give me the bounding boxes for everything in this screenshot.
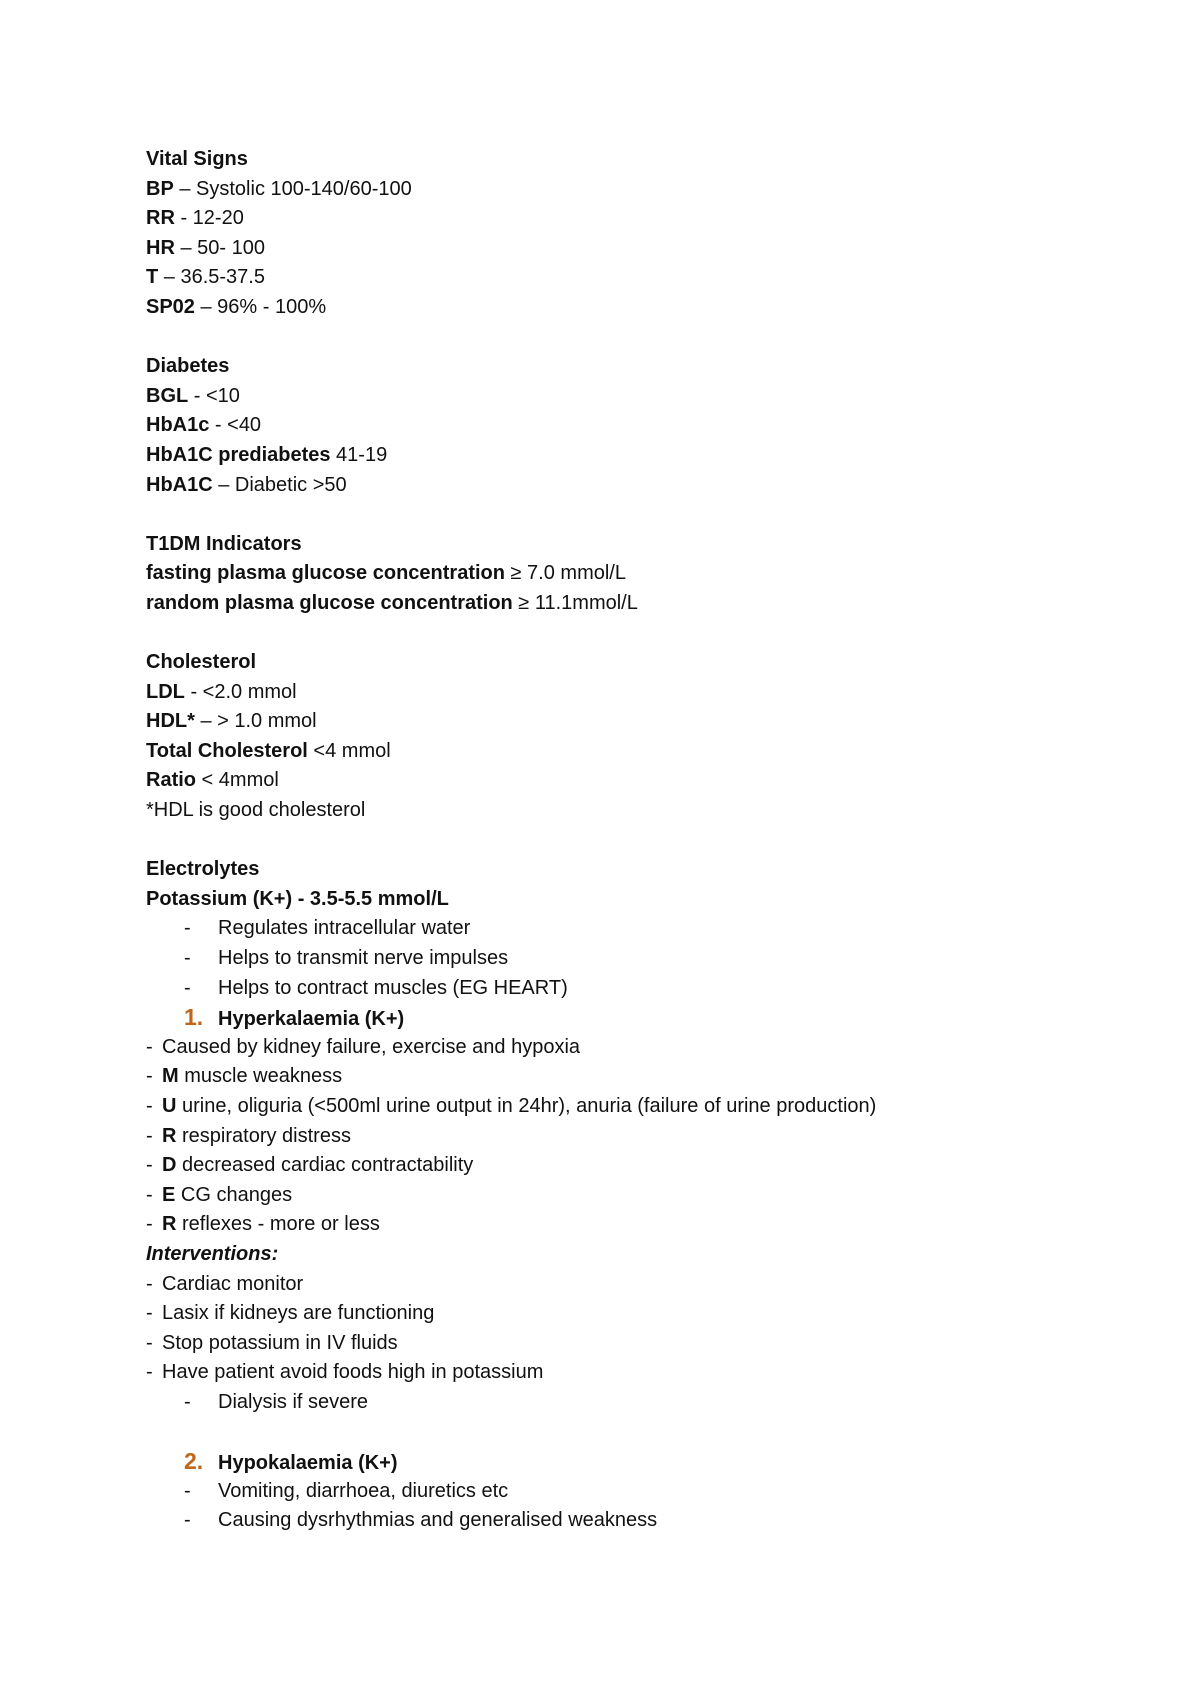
value: – > 1.0 mmol — [194, 710, 317, 733]
bullet-dash: - — [184, 1479, 191, 1502]
value: - <2.0 mmol — [184, 680, 297, 703]
spacer — [146, 323, 1146, 353]
value: - <40 — [209, 414, 262, 437]
list-item-text: CG changes — [175, 1183, 293, 1206]
list-item-text: Cardiac monitor — [162, 1272, 304, 1295]
list-item-text: Have patient avoid foods high in potassium — [162, 1361, 544, 1384]
document-body — [146, 145, 1146, 1536]
list-number: 1. — [184, 1004, 204, 1031]
section-heading-t1dm: T1DM Indicators — [146, 532, 302, 555]
label: Ratio — [146, 769, 196, 792]
list-item-text: reflexes - more or less — [176, 1213, 380, 1236]
spacer — [146, 500, 1146, 530]
section-heading-cholesterol: Cholesterol — [146, 651, 257, 674]
list-item-text: Helps to contract muscles (EG HEART) — [218, 976, 568, 999]
list-item-text: respiratory distress — [176, 1124, 351, 1147]
section-heading-electrolytes: Electrolytes — [146, 858, 260, 881]
value: ≥ 11.1mmol/L — [512, 591, 638, 614]
label: HbA1C prediabetes — [146, 443, 331, 466]
value: – Systolic 100-140/60-100 — [173, 177, 412, 200]
bullet-dash: - — [146, 1361, 153, 1384]
subheading-hypokalaemia — [146, 1447, 1146, 1477]
value: – 50- 100 — [174, 236, 265, 259]
list-item-text: Lasix if kidneys are functioning — [162, 1302, 435, 1325]
label: HbA1c — [146, 414, 210, 437]
bullet-dash: - — [146, 1124, 153, 1147]
cholesterol-ratio — [146, 766, 1146, 796]
list-item — [146, 974, 1146, 1004]
cholesterol-hdl — [146, 707, 1146, 737]
cholesterol-total — [146, 737, 1146, 767]
bullet-dash: - — [184, 976, 191, 999]
subheading-text: Hyperkalaemia (K+) — [218, 1008, 405, 1031]
value: - 12-20 — [174, 207, 244, 230]
interventions-label: Interventions: — [146, 1242, 279, 1265]
list-item-text: Dialysis if severe — [218, 1390, 369, 1413]
potassium-range: Potassium (K+) - 3.5-5.5 mmol/L — [146, 887, 449, 910]
list-item — [146, 1210, 1146, 1240]
list-item — [146, 1092, 1146, 1122]
label: Total Cholesterol — [146, 739, 308, 762]
bullet-dash: - — [184, 947, 191, 970]
list-item-text: muscle weakness — [178, 1065, 343, 1088]
cholesterol-ldl — [146, 678, 1146, 708]
bullet-dash: - — [146, 1154, 153, 1177]
diabetes-diabetic — [146, 471, 1146, 501]
list-item — [146, 1270, 1146, 1300]
t1dm-random — [146, 589, 1146, 619]
value: < 4mmol — [196, 769, 279, 792]
spacer — [146, 619, 1146, 649]
value: – Diabetic >50 — [212, 473, 347, 496]
vital-hr — [146, 234, 1146, 264]
value: - <10 — [188, 384, 240, 407]
spacer — [146, 826, 1146, 856]
mnemonic-letter: E — [162, 1183, 176, 1206]
list-item — [146, 1329, 1146, 1359]
diabetes-hba1c — [146, 411, 1146, 441]
list-item-text: Vomiting, diarrhoea, diuretics etc — [218, 1479, 509, 1502]
list-item — [146, 1151, 1146, 1181]
bullet-dash: - — [146, 1302, 153, 1325]
label: HDL* — [146, 710, 195, 733]
list-item-text: Stop potassium in IV fluids — [162, 1331, 398, 1354]
list-item — [146, 944, 1146, 974]
spacer — [146, 1418, 1146, 1448]
value: – 36.5-37.5 — [158, 266, 265, 289]
list-item — [146, 1122, 1146, 1152]
list-item — [146, 1062, 1146, 1092]
vital-bp — [146, 175, 1146, 205]
list-item — [146, 1299, 1146, 1329]
mnemonic-letter: D — [162, 1154, 177, 1177]
list-item-text: decreased cardiac contractability — [176, 1154, 474, 1177]
label: LDL — [146, 680, 185, 703]
bullet-dash: - — [184, 917, 191, 940]
label: BP — [146, 177, 174, 200]
value: – 96% - 100% — [194, 295, 327, 318]
list-item — [146, 1358, 1146, 1388]
mnemonic-letter: R — [162, 1213, 177, 1236]
list-item-text: urine, oliguria (<500ml urine output in 24hr), anuria (failure of urine production) — [176, 1095, 877, 1117]
subheading-text: Hypokalaemia (K+) — [218, 1452, 398, 1475]
cholesterol-note: *HDL is good cholesterol — [146, 799, 366, 822]
list-item — [146, 1181, 1146, 1211]
diabetes-bgl — [146, 382, 1146, 412]
bullet-dash: - — [146, 1331, 153, 1354]
subheading-hyperkalaemia — [146, 1003, 1146, 1033]
list-item-text: Caused by kidney failure, exercise and hypoxia — [162, 1035, 581, 1058]
bullet-dash: - — [146, 1035, 153, 1058]
label: HR — [146, 236, 175, 259]
value: <4 mmol — [307, 739, 391, 762]
list-item-text: Causing dysrhythmias and generalised weakness — [218, 1509, 658, 1532]
label: RR — [146, 207, 175, 230]
mnemonic-letter: R — [162, 1124, 177, 1147]
mnemonic-letter: M — [162, 1065, 179, 1088]
label: SP02 — [146, 295, 195, 318]
bullet-dash: - — [146, 1095, 153, 1117]
t1dm-fasting — [146, 559, 1146, 589]
list-item-text: Regulates intracellular water — [218, 917, 471, 940]
section-heading-diabetes: Diabetes — [146, 355, 230, 378]
label: fasting plasma glucose concentration — [146, 562, 505, 585]
list-item — [146, 1388, 1146, 1418]
mnemonic-letter: U — [162, 1095, 177, 1117]
bullet-dash: - — [184, 1390, 191, 1413]
value: 41-19 — [330, 443, 388, 466]
list-item — [146, 1033, 1146, 1063]
bullet-dash: - — [146, 1183, 153, 1206]
label: random plasma glucose concentration — [146, 591, 513, 614]
vital-t — [146, 263, 1146, 293]
bullet-dash: - — [146, 1213, 153, 1236]
section-heading-vital-signs: Vital Signs — [146, 148, 248, 170]
vital-rr — [146, 204, 1146, 234]
list-number: 2. — [184, 1448, 204, 1475]
diabetes-prediabetes — [146, 441, 1146, 471]
bullet-dash: - — [184, 1509, 191, 1532]
list-item — [146, 914, 1146, 944]
list-item — [146, 1506, 1146, 1536]
label: T — [146, 266, 159, 289]
list-item-text: Helps to transmit nerve impulses — [218, 947, 509, 970]
bullet-dash: - — [146, 1272, 153, 1295]
value: ≥ 7.0 mmol/L — [504, 562, 626, 585]
bullet-dash: - — [146, 1065, 153, 1088]
label: BGL — [146, 384, 189, 407]
vital-spo2 — [146, 293, 1146, 323]
label: HbA1C — [146, 473, 213, 496]
list-item — [146, 1477, 1146, 1507]
